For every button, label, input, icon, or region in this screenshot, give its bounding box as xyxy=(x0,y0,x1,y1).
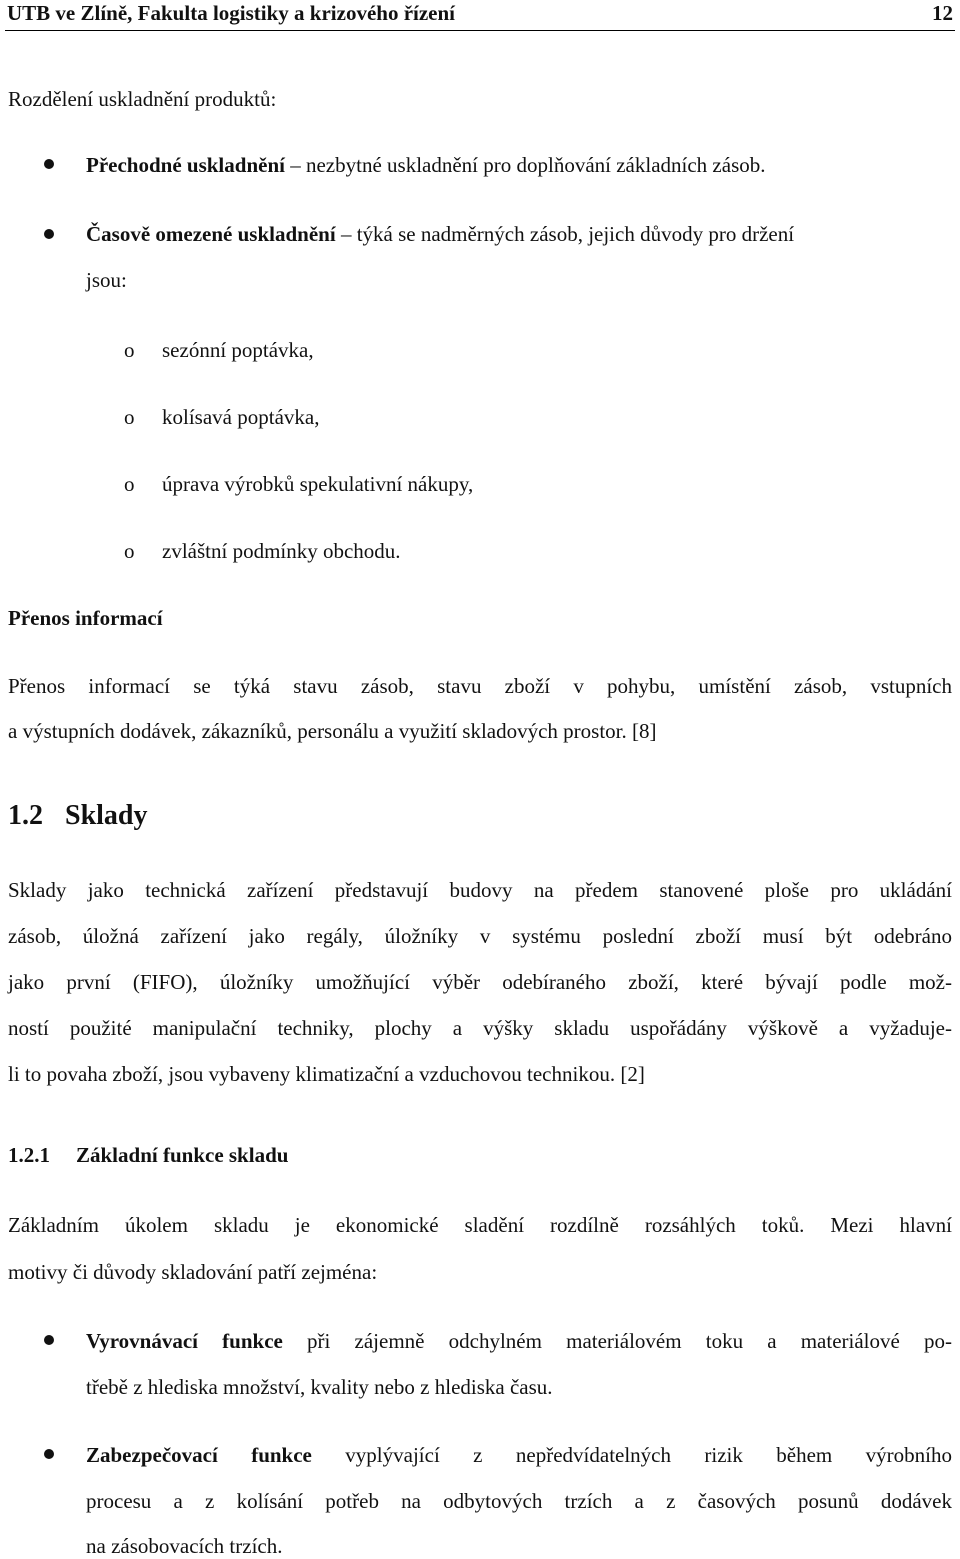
paragraph-line: a výstupních dodávek, zákazníků, personálu a využití skladových prostor. [8] xyxy=(8,719,657,743)
paragraph-line: zásob, úložná zařízení jako regály, úložníky v systému poslední zboží musí být odebráno xyxy=(8,924,952,948)
sub-list-item: sezónní poptávka, xyxy=(162,338,314,362)
page-header xyxy=(5,0,955,31)
list-item-term: Časově omezené uskladnění xyxy=(86,222,336,246)
chapter-heading xyxy=(8,800,148,832)
intro-text: Rozdělení uskladnění produktů: xyxy=(8,87,277,111)
list-item-text: – týká se nadměrných zásob, jejich důvody pro držení xyxy=(335,222,795,246)
list-item xyxy=(86,152,766,178)
bullet-dot xyxy=(44,1449,54,1459)
sub-bullet-marker: o xyxy=(124,539,135,563)
sub-list-item: úprava výrobků spekulativní nákupy, xyxy=(162,472,474,496)
list-item-term: Zabezpečovací funkce xyxy=(86,1443,312,1467)
paragraph-line: Základním úkolem skladu je ekonomické sladění rozdílně rozsáhlých toků. Mezi hlavní xyxy=(8,1213,952,1237)
list-item-text: – nezbytné uskladnění pro doplňování základních zásob. xyxy=(284,153,766,177)
page-number: 12 xyxy=(932,1,953,25)
paragraph-line: motivy či důvody skladování patří zejména: xyxy=(8,1260,378,1284)
list-item-term: Přechodné uskladnění xyxy=(86,153,285,177)
list-item xyxy=(86,221,794,247)
paragraph-line: li to povaha zboží, jsou vybaveny klimatizační a vzduchovou technikou. [2] xyxy=(8,1062,645,1086)
sub-bullet-marker: o xyxy=(124,405,135,429)
paragraph-line: jako první (FIFO), úložníky umožňující výběr odebíraného zboží, které bývají podle mož- xyxy=(8,970,952,994)
heading-number: 1.2 xyxy=(8,800,43,831)
bullet-dot xyxy=(44,159,54,169)
list-item xyxy=(86,1442,952,1468)
list-item-term: Vyrovnávací funkce xyxy=(86,1329,283,1353)
paragraph-line: ností použité manipulační techniky, plochy a výšky skladu uspořádány výškově a vyžaduje- xyxy=(8,1016,952,1040)
heading-text: Základní funkce skladu xyxy=(76,1143,289,1167)
header-title: UTB ve Zlíně, Fakulta logistiky a krizového řízení xyxy=(7,1,456,25)
sub-list-item: kolísavá poptávka, xyxy=(162,405,320,429)
list-item-text: při zájemně odchylném materiálovém toku a materiálové po- xyxy=(282,1329,952,1353)
subsection-heading xyxy=(8,1143,288,1168)
bullet-dot xyxy=(44,1335,54,1345)
sub-bullet-marker: o xyxy=(124,338,135,362)
list-item-continuation: jsou: xyxy=(86,268,127,292)
list-item-text: vyplývající z nepředvídatelných rizik během výrobního xyxy=(311,1443,953,1467)
list-item-continuation: na zásobovacích trzích. xyxy=(86,1534,283,1558)
heading-text: Sklady xyxy=(65,800,148,831)
section-heading: Přenos informací xyxy=(8,606,163,630)
bullet-dot xyxy=(44,229,54,239)
paragraph-line: Sklady jako technická zařízení představují budovy na předem stanovené ploše pro ukládání xyxy=(8,878,952,902)
sub-list-item: zvláštní podmínky obchodu. xyxy=(162,539,401,563)
heading-number: 1.2.1 xyxy=(8,1143,50,1167)
sub-bullet-marker: o xyxy=(124,472,135,496)
paragraph-line: Přenos informací se týká stavu zásob, stavu zboží v pohybu, umístění zásob, vstupních xyxy=(8,674,952,698)
list-item xyxy=(86,1328,952,1354)
list-item-continuation: třebě z hlediska množství, kvality nebo z hlediska času. xyxy=(86,1375,553,1399)
list-item-continuation: procesu a z kolísání potřeb na odbytových trzích a z časových posunů dodávek xyxy=(86,1489,952,1513)
